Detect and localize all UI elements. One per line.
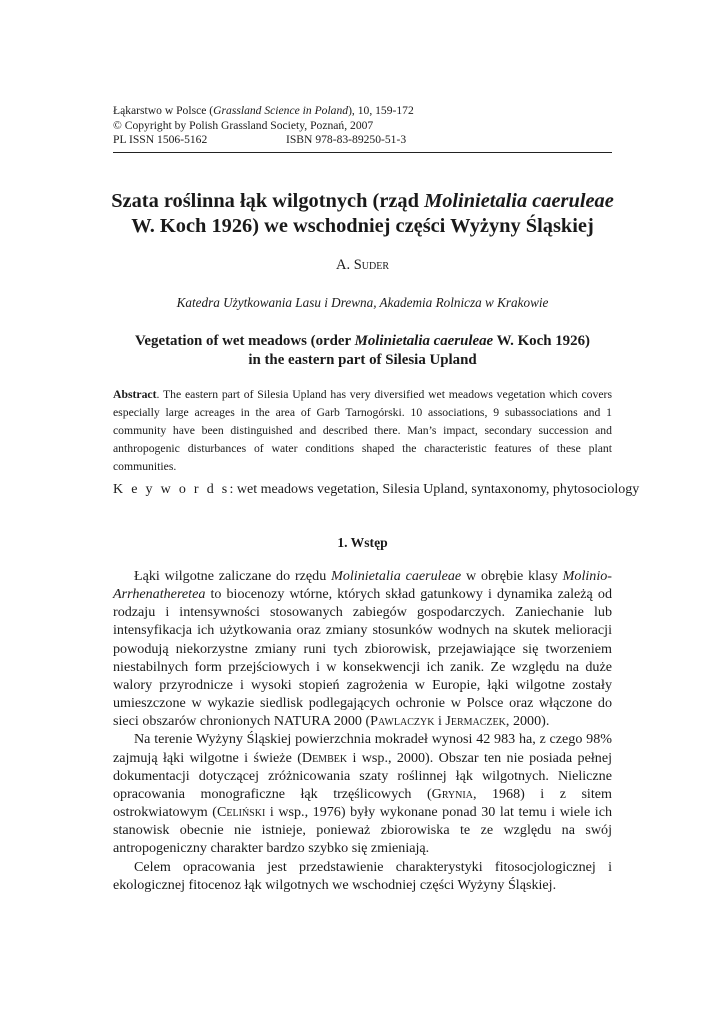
- keywords-label: K e y w o r d s: [113, 482, 230, 497]
- paper-title: Szata roślinna łąk wilgotnych (rząd Molinietalia caeruleae W. Koch 1926) we wschodniej części Wyżyny Śląskiej: [111, 190, 614, 237]
- issn: PL ISSN 1506-5162: [113, 133, 208, 147]
- body-text: [113, 567, 612, 894]
- issn-isbn-line: [113, 133, 613, 148]
- abstract-label: Abstract: [113, 388, 157, 401]
- affiliation: Katedra Użytkowania Lasu i Drewna, Akademia Rolnicza w Krakowie: [176, 295, 549, 310]
- copyright-line: © Copyright by Polish Grassland Society, Poznań, 2007: [113, 118, 374, 132]
- english-title: Vegetation of wet meadows (order Molinietalia caeruleae W. Koch 1926) in the eastern part of Silesia Upland: [135, 333, 590, 368]
- isbn: ISBN 978-83-89250-51-3: [286, 133, 407, 147]
- paragraph-1: Łąki wilgotne zaliczane do rzędu Molinietalia caeruleae w obrębie klasy Molinio-Arrhenatheretea to biocenozy wtórne, których skład gatunkowy i dynamika zależą od rodzaju i intensywności stosowanych zabiegów gospodarczych. Zaniechanie lub intensyfikacja ich użytkowania oraz zmiany stosunków wodnych na skutek melioracji powodują niekorzystne zmiany runi tych zbiorowisk, przejawiające się tworzeniem niestabilnych form przejściowych i w konsekwencji ich zanik. Ze względu na duże walory przyrodnicze i wysoki stopień zagrożenia w Europie, łąki wilgotne zostały umieszczone w wykazie siedlisk podlegających ochronie w Polsce oraz włączone do sieci obszarów chronionych NATURA 2000 (Pawlaczyk i Jermaczek, 2000).: [113, 568, 612, 730]
- paragraph-2: Na terenie Wyżyny Śląskiej powierzchnia mokradeł wynosi 42 983 ha, z czego 98% zajmują łąki wilgotne i świeże (Dembek i wsp., 2000). Obszar ten nie posiada pełnej dokumentacji dotyczącej zróżnicowania szaty roślinnej łąk wilgotnych. Nieliczne opracowania monograficzne łąk trzęślicowych (Grynia, 1968) i z sitem ostrokwiatowym (Celiński i wsp., 1976) były wykonane ponad 30 lat temu i wiele ich stanowisk obecnie nie istnieje, ponieważ zbiorowiska te ze względu na swój antropogeniczny charakter bardzo szybko się zmieniają.: [113, 731, 613, 857]
- section-heading: 1. Wstęp: [337, 535, 388, 550]
- keywords: [113, 482, 640, 498]
- abstract: [113, 386, 612, 476]
- journal-citation-line: Łąkarstwo w Polsce (Grassland Science in Poland), 10, 159-172: [113, 104, 414, 117]
- abstract-text: . The eastern part of Silesia Upland has very diversified wet meadows vegetation which covers especially large acreages in the area of Garb Tarnogórski. 10 associations, 9 subassociations and 1 community have been distinguished and described there. Man’s impact, secondary succession and anthropogenic disturbances of water conditions shaped the characteristic features of these plant communities.: [113, 388, 612, 473]
- journal-header: [113, 104, 613, 148]
- paragraph-3: Celem opracowania jest przedstawienie charakterystyki fitosocjologicznej i ekologicznej fitocenoz łąk wilgotnych we wschodniej części Wyżyny Śląskiej.: [113, 858, 612, 893]
- header-divider: [113, 152, 612, 153]
- author-name: A. Suder: [335, 257, 390, 273]
- keywords-text: : wet meadows vegetation, Silesia Upland, syntaxonomy, phytosociology: [229, 482, 640, 497]
